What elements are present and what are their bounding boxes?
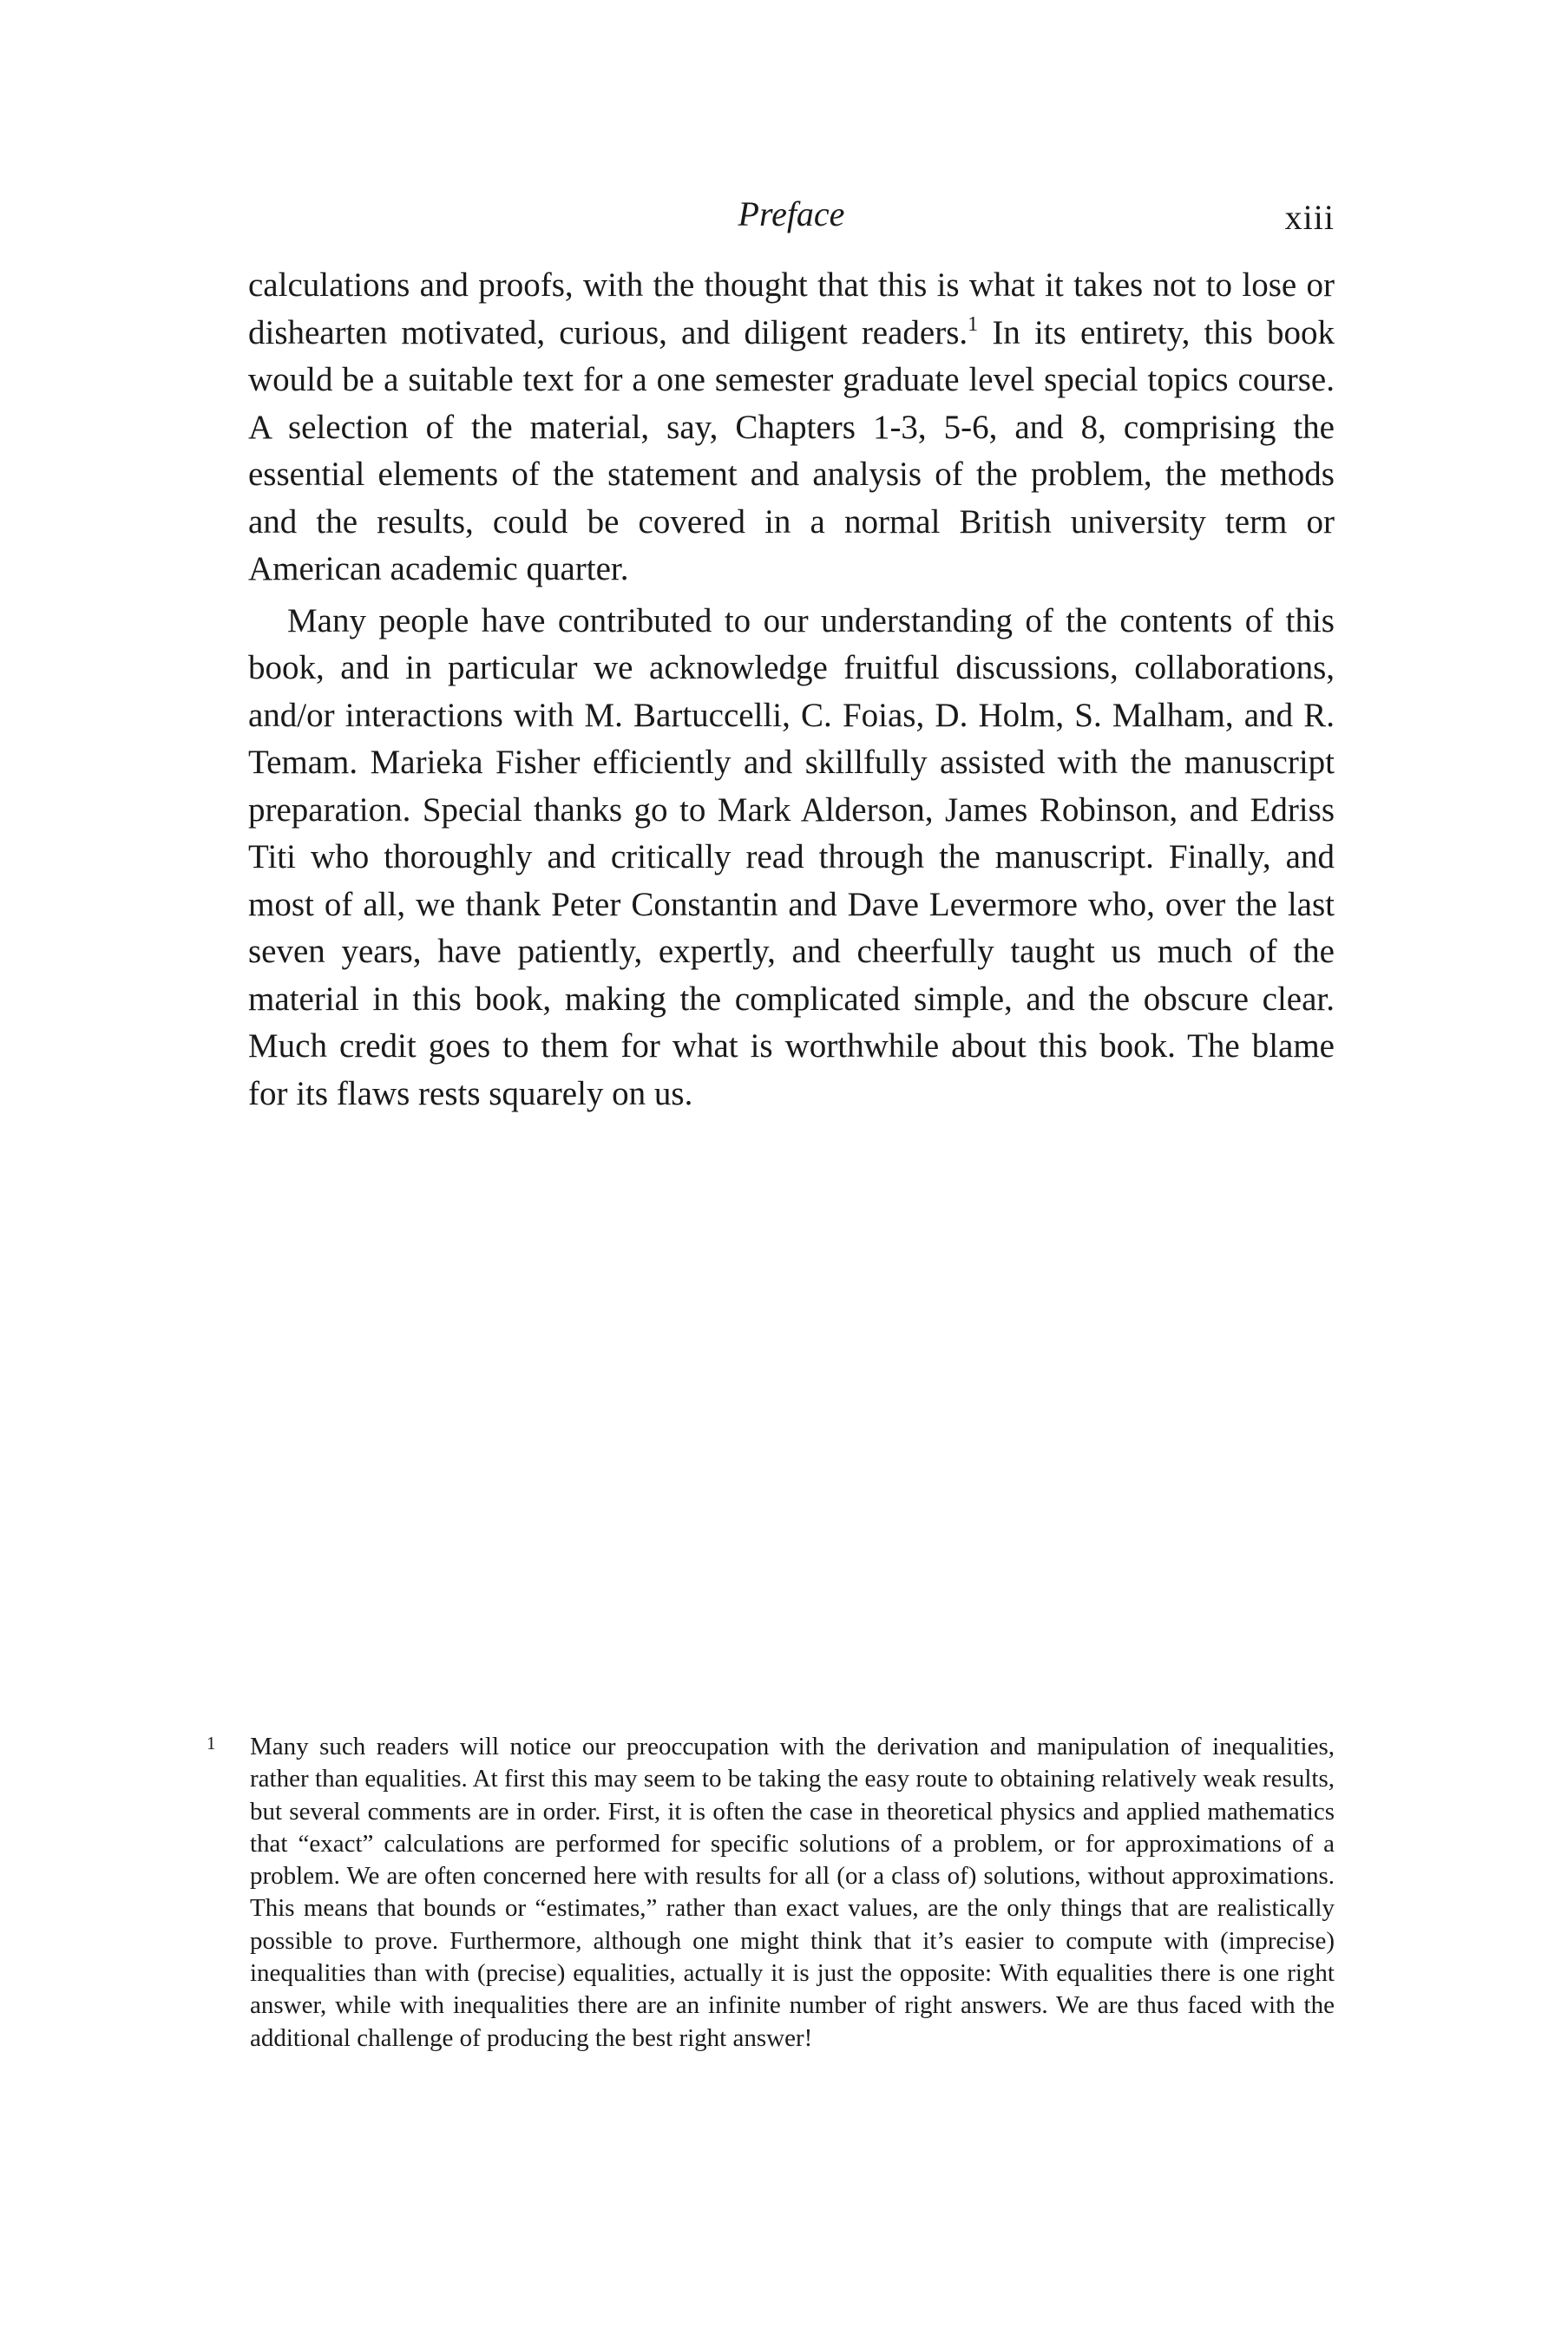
paragraph-1-continuation: In its entirety, this book would be a suitable text for a one semester graduate level special topics course. A selection of the material, say, Chapters 1-3, 5-6, and 8, comprising the essential elements of the statement and analysis of the problem, the methods and the results, could be covered in a normal British university term or American academic quarter. — [248, 313, 1335, 587]
footnote — [207, 1731, 1335, 2055]
footnote-text: Many such readers will notice our preoccupation with the derivation and manipulation of inequalities, rather than equalities. At first this may seem to be taking the easy route to obtaining relatively weak results, but several comments are in order. First, it is often the case in theoretical physics and applied mathematics that “exact” calculations are performed for specific solutions of a problem, or for approximations of a problem. We are often concerned here with results for all (or a class of) solutions, without approximations. This means that bounds or “estimates,” rather than exact values, are the only things that are realistically possible to prove. Furthermore, although one might think that it’s easier to compute with (imprecise) inequalities than with (precise) equalities, actually it is just the opposite: With equalities there is one right answer, while with inequalities there are an infinite number of right answers. We are thus faced with the additional challenge of producing the best right answer! — [250, 1733, 1335, 2052]
paragraph-2: Many people have contributed to our understanding of the contents of this book, and in particular we acknowledge fruitful discussions, collaborations, and/or interactions with M. Bartuccelli, C. Foias, D. Holm, S. Malham, and R. Temam. Marieka Fisher efficiently and skillfully assisted with the manuscript preparation. Special thanks go to Mark Alderson, James Robinson, and Edriss Titi who thoroughly and critically read through the manuscript. Finally, and most of all, we thank Peter Constantin and Dave Levermore who, over the last seven years, have patiently, expertly, and cheerfully taught us much of the material in this book, making the complicated simple, and the obscure clear. Much credit goes to them for what is worthwhile about this book. The blame for its flaws rests squarely on us. — [248, 601, 1335, 1112]
paragraph-1 — [248, 262, 1335, 593]
page-number: xiii — [1284, 198, 1335, 237]
footnote-reference: 1 — [968, 312, 979, 336]
running-head — [248, 193, 1335, 245]
footnote-marker: 1 — [207, 1733, 216, 1754]
body-text — [248, 262, 1335, 1118]
paragraph-1-text: calculations and proofs, with the thought that this is what it takes not to lose or dishearten motivated, curious, and diligent readers. — [248, 266, 1335, 351]
running-title: Preface — [738, 194, 845, 233]
